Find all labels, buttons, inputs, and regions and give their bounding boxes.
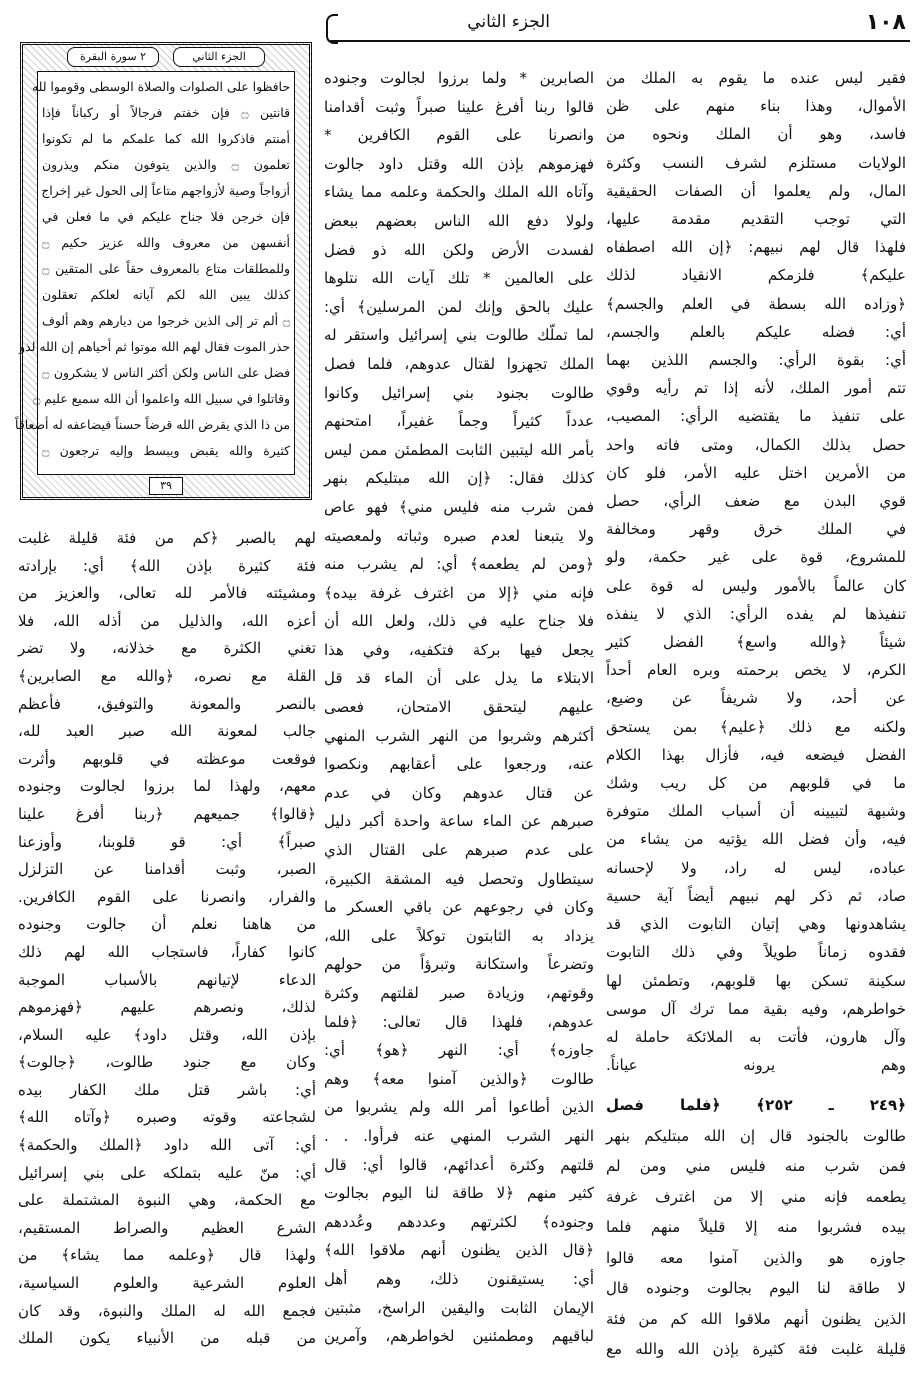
text-line: يشاهدونها وهي إتيان التابوت الذي قد [606,915,906,934]
text-line: قلتهم وكثرة أعدائهم، قالوا أي: قال [324,1155,594,1174]
text-line: من الأمرين اختل عليه الأمر، فلو كان [606,463,906,482]
text-line: فقدوه زماناً طويلاً وفي ذلك التابوت [606,943,906,962]
text-line: بأمر الله ليتبين الثابت المطمئن ممن ليس [324,440,594,459]
text-line: كثيرة والله يقبض ويبسط وإليه ترجعون ۝ [42,443,290,458]
text-line: تعلمون ۝ والذين يتوفون منكم ويذرون [42,157,290,172]
text-line: أي: بقوة الرأي: والجسم اللذين بهما [606,351,906,370]
text-line: تتم أمور الملك، لأنه إذا تم رأيه وقوي [606,379,906,398]
text-line: العلوم الشرعية والعلوم السياسية، [18,1274,316,1293]
text-line: ۝ ألم تر إلى الذين خرجوا من ديارهم وهم ألوف [42,313,290,328]
text-line: فلهذا قال لهم نبيهم: ﴿إن الله اصطفاه [606,238,906,257]
header-rule [330,40,910,42]
text-line: كذلك يبين الله لكم آياته لعلكم تعقلون [42,287,290,302]
text-line: كثير منهم ﴿لا طاقة لنا اليوم بجالوت [324,1184,594,1203]
text-line: قوي البدن مع ضعف الرأي، حصل [606,492,906,511]
text-line: الذين يظنون أنهم ملاقوا الله كم من فئة [606,1309,906,1328]
text-line: أي: آتى الله داود ﴿الملك والحكمة﴾ [18,1136,316,1155]
text-line: فهزموهم بإذن الله وقتل داود جالوت [324,154,594,173]
text-line: النهر الشرب المنهي عنه فرأوا. . . [324,1126,594,1145]
text-line: وجنوده﴾ لكثرتهم وعددهم وعُددهم [324,1212,594,1231]
text-line: الملك تجهزوا لقتال عدوهم، فلما فصل [324,354,594,373]
text-line: فقير ليس عنده ما يقوم به الملك من [606,69,906,87]
text-line: أي: باشر قتل ملك الكفار بيده [18,1080,316,1099]
text-line: بإذن الله، وقتل داود﴾ عليه السلام، [18,1025,316,1044]
text-line: الفضل فيضعه فيه، فأزال بهذا الكلام [606,745,906,764]
text-line: أكثرهم وشربوا من النهر الشرب المنهي [324,726,594,745]
text-line: قليلة غلبت فئة كثيرة بإذن الله والله مع [606,1340,906,1358]
text-line: لشجاعته وقوته وصبره ﴿وآتاه الله﴾ [18,1108,316,1127]
text-line: طالوت بالجنود قال إن الله مبتليكم بنهر [606,1126,906,1145]
text-line: على تنفيذ ما يقتضيه الرأي: المصيب، [606,407,906,426]
tafsir-column-middle [324,64,594,1351]
text-line: وآتاه الله الملك والحكمة وعلمه مما يشاء [324,183,594,202]
quran-juz-label: الجزء الثاني [173,47,265,67]
text-line: أعزه الله، والذليل من أذله الله، فلا [18,611,316,630]
text-line: معهم، ولهذا لما برزوا لجالوت وجنوده [18,777,316,796]
text-line: فئة كثيرة بإذن الله﴾ أي: بإرادته [18,556,316,575]
header-bracket-ornament [326,14,338,44]
text-line: خواطرهم، وفيه بقية مما ترك آل موسى [606,999,906,1018]
text-line: الدعاء لإتيانهم بالأسباب الموجبة [18,970,316,989]
text-line: للمشروع، قوة على غير حكمة، ولو [606,548,906,567]
text-line: سيتطاول وتحصل فيه المشقة الكبيرة، [324,869,594,888]
text-line: فضل على الناس ولكن أكثر الناس لا يشكرون ۝ [42,365,290,380]
text-line: شيئاً ﴿والله واسع﴾ الفضل كثير [606,633,906,652]
text-line: طالوت بجنود بني إسرائيل وكانوا [324,383,594,402]
text-line: فاسد، وهو أن الملك ونحوه من [606,125,906,144]
page-number: ١٠٨ [865,10,906,35]
quran-text [15,71,295,475]
text-line: المال، ولم يعلموا أن الصفات الحقيقية [606,181,906,200]
text-line: فجمع الله له الملك والنبوة، وقد كان [18,1301,316,1320]
text-line: ﴿ومن لم يطعمه﴾ أي: لم يشرب منه [324,555,594,574]
text-line: عدوهم، فلهذا قال تعالى: ﴿فلما [324,1012,594,1031]
text-line: الذين أطاعوا أمر الله ولم يشربوا من [324,1098,594,1117]
text-line: لما تملّك طالوت بني إسرائيل واستقر له [324,326,594,345]
text-line: أي: يستيقنون ذلك، وهم أهل [324,1269,594,1288]
running-header-juz: الجزء الثاني [467,12,550,32]
text-line: فلا جناح عليه في ذلك، ولعل الله أن [324,612,594,631]
text-line: كذلك فقال: ﴿إن الله مبتليكم بنهر [324,469,594,488]
text-line: وهم يرونه عياناً. [606,1056,906,1075]
text-line: وقوتهم، وزيادة صبر لقلتهم وكثرة [324,984,594,1002]
text-line: عدداً كثيراً وجماً غفيراً، امتحنهم [324,412,594,431]
text-line: فيه، وأن فضل الله يؤتيه من يشاء من [606,830,906,849]
text-line: ولكنه مع ذلك ﴿عليم﴾ بمن يستحق [606,717,906,736]
text-line: أمنتم فاذكروا الله كما علمكم ما لم تكونوا [42,131,290,146]
text-line: ولا يتبعنا لعدم صبره وثباته ولمعصيته [324,526,594,545]
text-line: أي: منّ عليه بتملكه على بني إسرائيل [18,1163,316,1182]
text-line: عباده، ليس له راد، ولا لإحسانه [606,858,906,877]
text-line: وكان في رجوعهم عن باقي العسكر ما [324,898,594,917]
text-line: عليك بالحق وإنك لمن المرسلين﴾ أي: [324,297,594,316]
text-line: صاد، ثم ذكر لهم نبيهم أيضاً آية حسية [606,886,906,905]
text-line: لا طاقة لنا اليوم بجالوت وجنوده قال [606,1279,906,1297]
text-line: فمن شرب منه فليس مني﴾ فهو عاص [324,497,594,516]
text-line: من ذا الذي يقرض الله قرضاً حسناً فيضاعفه له أضعافاً [15,417,290,432]
quran-surah-label: ٢ سورة البقرة [67,47,159,67]
text-line: الإيمان الثابت واليقين الراسخ، مثبتين [324,1298,594,1317]
text-line: ومشيئته فالأمر لله تعالى، والعزيز من [18,584,316,603]
text-line: يجعل فيها بركة فتكفيه، وفي هذا [324,640,594,659]
text-line: وتضرعاً واستكانة وتبرؤاً من حولهم [324,955,594,974]
text-line: وكان مع جنود طالوت، ﴿جالوت﴾ [18,1053,316,1072]
text-line: الشرع العظيم والصراط المستقيم، [18,1218,316,1237]
text-line: يطعمه فإنه مني إلا من اغترف غرفة [606,1187,906,1206]
text-line: الأموال، وهذا بناء منهم على ظن [606,97,906,116]
text-line: حصل بذلك الكمال، ومتى فاته واحد [606,435,906,454]
text-line: فمن شرب منه فليس مني ومن لم [606,1157,906,1175]
text-line: عليكم﴾ فلزمكم الانقياد لذلك [606,266,906,285]
text-line: قالوا ربنا أفرغ علينا صبراً وثبت أقدامنا [324,97,594,116]
verse-section-249-252 [606,1090,906,1365]
text-line: صبرهم عن الماء ساعة واحدة أكبر دليل [324,812,594,831]
quran-verses-box [15,42,312,500]
text-line: والفرار، وانصرنا على القوم الكافرين. [18,887,316,906]
text-line: جاوزه﴾ أي: النهر ﴿هو﴾ أي: [324,1041,594,1060]
text-line: عن قتال عدوهم وكان في عدم [324,783,594,802]
text-line: لباقيهم ومطمئنين لخواطرهم، وآمرين [324,1327,594,1346]
text-line: سكينة تسكن بها قلوبهم، وتطمئن لها [606,971,906,990]
text-line: لهم بالصبر ﴿كم من فئة قليلة غلبت [18,529,316,547]
text-line: ما في قلوبهم من كل ريب وشك [606,774,906,793]
text-line: لفسدت الأرض ولكن الله ذو فضل [324,240,594,259]
text-line: حافظوا على الصلوات والصلاة الوسطى وقوموا لله [31,79,290,94]
text-line: لذلك، ونصرهم عليهم ﴿فهزموهم [18,998,316,1017]
text-line: القلة مع نصره، ﴿والله مع الصابرين﴾ [18,666,316,685]
text-line: تغني الكثرة مع خذلانه، ولا تضر [18,639,316,658]
text-line: جاوزه هو والذين آمنوا معه قالوا [606,1248,906,1267]
text-line: كان عالماً بالأمور وليس له قوة على [606,576,906,595]
text-line: وانصرنا على القوم الكافرين * [324,126,594,145]
text-line: قانتين ۝ فإن خفتم فرجالاً أو ركباناً فإذا [42,105,291,120]
text-line: على العالمين * تلك آيات الله نتلوها [324,269,594,288]
text-line: أي: فضله عليكم بالعلم والجسم، [606,322,906,341]
text-line: التي توجب التقديم مقدمة عليها، [606,210,906,229]
text-line: ﴿قالوا﴾ جميعهم ﴿ربنا أفرغ علينا [18,804,316,823]
text-line: من هاهنا نعلم أن جالوت وجنوده [18,915,316,934]
text-line: حذر الموت فقال لهم الله موتوا ثم أحياهم إن الله لذو [19,339,290,354]
text-line: ولهذا قال ﴿وعلمه مما يشاء﴾ من [18,1246,316,1265]
text-line: وقاتلوا في سبيل الله واعلموا أن الله سميع عليم ۝ [32,391,290,406]
text-line: ﴿٢٤٩ ـ ٢٥٢﴾ ﴿فلما فصل [606,1096,906,1114]
text-line: بيده فشربوا منه إلا قليلاً منهم فلما [606,1218,906,1236]
text-line: عن أحد، ولا شريفاً عن وضيع، [606,689,906,708]
text-line: ﴿وزاده الله بسطة في العلم والجسم﴾ [606,294,906,313]
text-line: فإنه مني ﴿إلا من اغترف غرفة بيده﴾ [324,583,594,602]
tafsir-column-left [18,525,316,1353]
text-line: يزداد به الثابتون توكلاً على الله، [324,926,594,945]
mushaf-page-number: ٣٩ [149,477,183,495]
text-line: طالوت ﴿والذين آمنوا معه﴾ وهم [324,1069,594,1088]
text-line: فوقعت موعظته في قلوبهم وأثرت [18,749,316,768]
text-line: الولايات مستلزم لشرف النسب وكثرة [606,153,906,172]
text-line: فإن خرجن فلا جناح عليكم في ما فعلن في [42,209,290,224]
text-line: وشبهة لتبيينه أن أسباب الملك متوفرة [606,802,906,821]
text-line: عليهم ليتحقق الامتحان، فعصى [324,698,594,717]
text-line: ولولا دفع الله الناس بعضهم ببعض [324,211,594,230]
text-line: أنفسهن من معروف والله عزيز حكيم ۝ [42,235,290,250]
text-line: تنفيذها لم يفده الرأي: الذي لا ينفذه [606,604,906,623]
text-line: وآل هارون، فأتت به الملائكة حاملة له [606,1027,906,1046]
text-line: عنه، ورجعوا على أعقابهم ونكصوا [324,755,594,774]
text-line: كانوا كفاراً، فاستجاب الله لهم ذلك [18,942,316,961]
text-line: على عدم صبرهم على القتال الذي [324,841,594,860]
text-line: الصابرين * ولما برزوا لجالوت وجنوده [324,69,594,87]
text-line: الابتلاء ما يدل على أن الماء قد قل [324,669,594,688]
text-line: صبراً﴾ أي: قو قلوبنا، وأوزعنا [18,832,316,851]
text-line: جالب لمعونة الله صبر العبد لله، [18,722,316,741]
text-line: مع الحكمة، وهي النبوة المشتملة على [18,1191,316,1210]
text-line: وللمطلقات متاع بالمعروف حقاً على المتقين ۝ [42,261,290,276]
text-line: من قبله من الأنبياء يكون الملك [18,1329,316,1348]
text-line: في الملك خرق وقهر ومخالفة [606,520,906,539]
text-line: ﴿قال الذين يظنون أنهم ملاقوا الله﴾ [324,1241,594,1260]
text-line: أزواجاً وصية لأزواجهم متاعاً إلى الحول غير إخراج [41,183,290,198]
text-line: بالنصر والمعونة والتوفيق، فأعظم [18,694,316,713]
text-line: الصبر، وثبت أقدامنا عن التزلزل [18,860,316,879]
tafsir-column-right [606,64,906,1079]
text-line: الكرم، لا يخص برحمته وبره العام أحداً [606,661,906,680]
